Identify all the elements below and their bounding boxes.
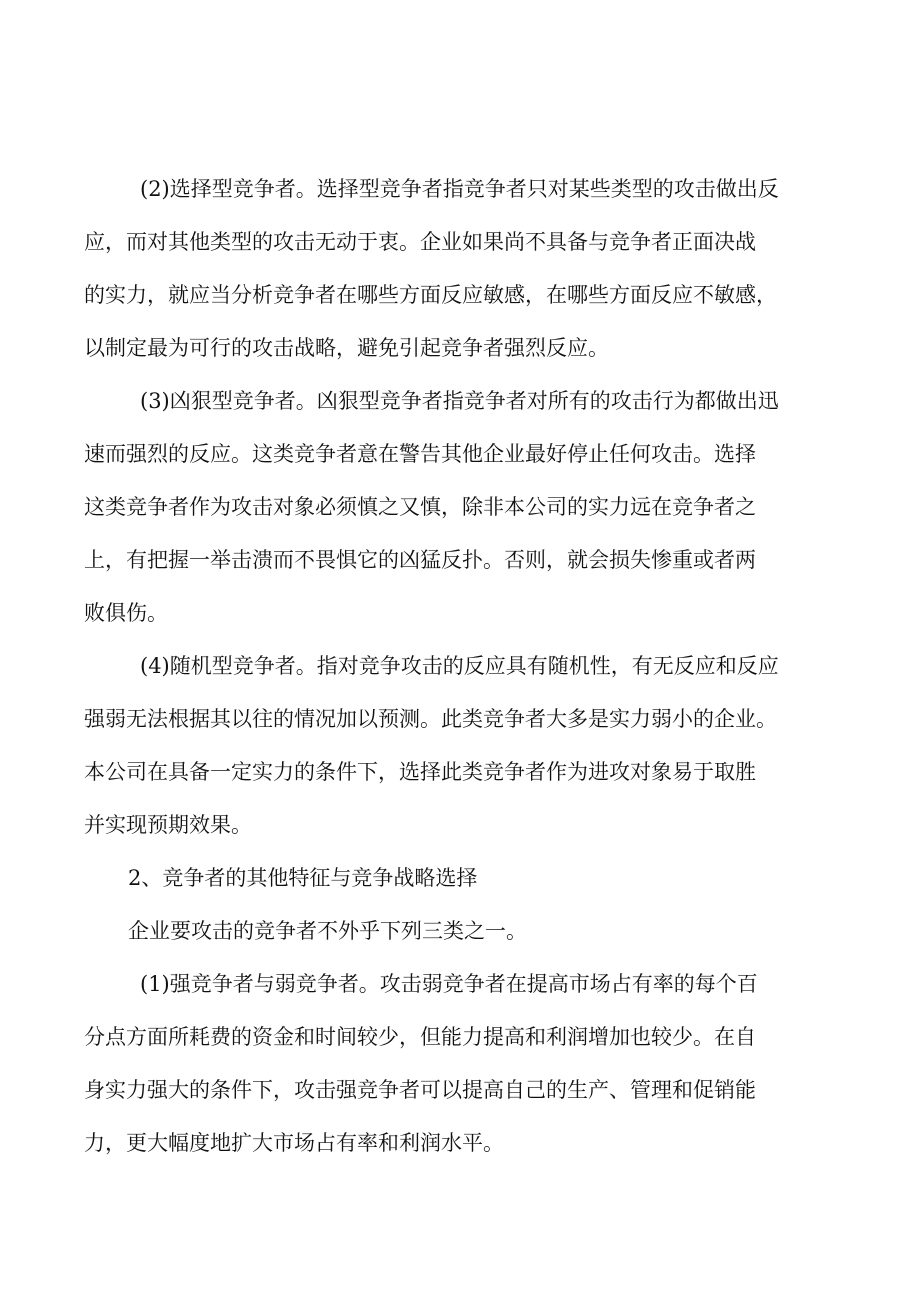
- text-line: (4)随机型竞争者。指对竞争攻击的反应具有随机性，有无反应和反应: [140, 654, 779, 678]
- text-line: 身实力强大的条件下，攻击强竞争者可以提高自己的生产、管理和促销能: [84, 1078, 756, 1102]
- text-line: 分点方面所耗费的资金和时间较少，但能力提高和利润增加也较少。在自: [84, 1025, 756, 1049]
- text-line: 以制定最为可行的攻击战略，避免引起竞争者强烈反应。: [84, 336, 609, 360]
- text-line: (3)凶狠型竞争者。凶狠型竞争者指竞争者对所有的攻击行为都做出迅: [140, 389, 779, 413]
- text-line: 这类竞争者作为攻击对象必须慎之又慎，除非本公司的实力远在竞争者之: [84, 495, 756, 519]
- text-line: 力，更大幅度地扩大市场占有率和利润水平。: [84, 1131, 504, 1155]
- text-line: 的实力，就应当分析竞争者在哪些方面反应敏感，在哪些方面反应不敏感，: [84, 283, 777, 307]
- text-line: 上，有把握一举击溃而不畏惧它的凶猛反扑。否则，就会损失惨重或者两: [84, 548, 756, 572]
- text-line: (2)选择型竞争者。选择型竞争者指竞争者只对某些类型的攻击做出反: [140, 177, 779, 201]
- text-line: 本公司在具备一定实力的条件下，选择此类竞争者作为进攻对象易于取胜: [84, 760, 756, 784]
- text-line: 应，而对其他类型的攻击无动于衷。企业如果尚不具备与竞争者正面决战: [84, 230, 756, 254]
- text-line: 强弱无法根据其以往的情况加以预测。此类竞争者大多是实力弱小的企业。: [84, 707, 777, 731]
- text-line: 败俱伤。: [84, 601, 168, 625]
- text-line: 并实现预期效果。: [84, 813, 252, 837]
- section-heading: 2、竞争者的其他特征与竞争战略选择: [128, 866, 478, 890]
- text-line: 速而强烈的反应。这类竞争者意在警告其他企业最好停止任何攻击。选择: [84, 442, 756, 466]
- text-line: (1)强竞争者与弱竞争者。攻击弱竞争者在提高市场占有率的每个百: [140, 972, 758, 996]
- text-line: 企业要攻击的竞争者不外乎下列三类之一。: [128, 919, 527, 943]
